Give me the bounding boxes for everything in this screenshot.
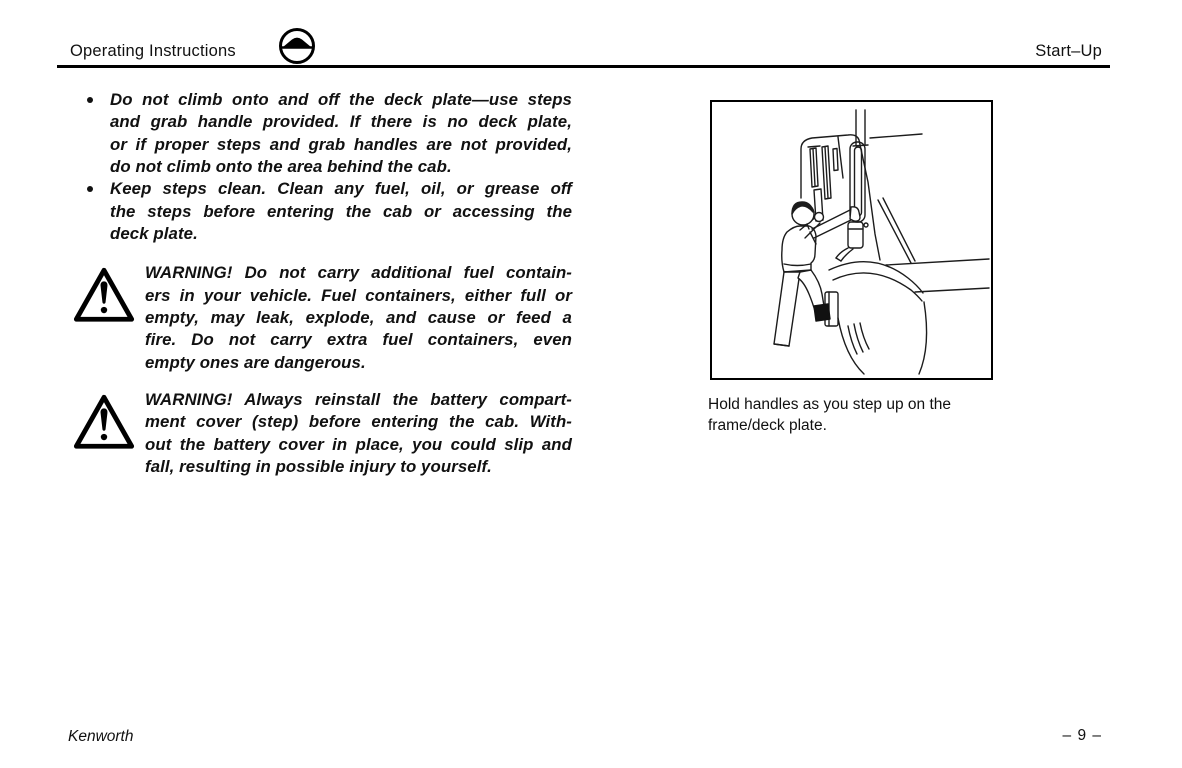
warning-triangle-icon: [72, 392, 136, 452]
text-line: out the battery cover in place, you could slip and: [145, 434, 572, 454]
body-text-column: [70, 89, 572, 479]
text-line: empty, may leak, explode, and cause or feed a: [145, 308, 572, 328]
text-line: or if proper steps and grab handles are not provided,: [110, 134, 572, 154]
header-rule: [57, 65, 1110, 68]
text-line: WARNING! Do not carry additional fuel contain-: [145, 263, 572, 283]
header-right-title: Start–Up: [1035, 42, 1102, 60]
text-line: fall, resulting in possible injury to yourself.: [145, 457, 492, 477]
figure-caption: [708, 395, 1018, 436]
warning-triangle-icon: [72, 265, 136, 325]
header-left-title: Operating Instructions: [70, 42, 236, 60]
text-line: deck plate.: [110, 224, 198, 244]
text-line: do not climb onto the area behind the cab.: [110, 157, 452, 177]
text-line: frame/deck plate.: [708, 416, 827, 434]
text-line: and grab handle provided. If there is no deck plate,: [110, 112, 572, 132]
list-item: [70, 178, 572, 245]
warning-block-battery-cover: [70, 389, 572, 478]
text-line: empty ones are dangerous.: [145, 352, 366, 372]
list-item: [70, 89, 572, 178]
footer-page-number: – 9 –: [1062, 727, 1102, 744]
warning-text: [145, 262, 572, 374]
safety-bullet-list: [70, 89, 572, 245]
warning-block-fuel-containers: [70, 262, 572, 374]
figure-illustration: [710, 100, 993, 380]
text-line: fire. Do not carry extra fuel containers, even: [145, 330, 572, 350]
warning-text: [145, 389, 572, 478]
footer-brand: Kenworth: [68, 728, 134, 745]
text-line: WARNING! Always reinstall the battery compart-: [145, 390, 572, 410]
text-line: Hold handles as you step up on the: [708, 396, 952, 413]
text-line: ers in your vehicle. Fuel containers, either full or: [145, 285, 572, 305]
text-line: Keep steps clean. Clean any fuel, oil, or grease off: [110, 179, 572, 199]
text-line: Do not climb onto and off the deck plate—use steps: [110, 90, 572, 109]
steering-wheel-icon: [277, 26, 317, 66]
text-line: ment cover (step) before entering the cab. With-: [145, 412, 572, 432]
text-line: the steps before entering the cab or accessing the: [110, 201, 572, 221]
